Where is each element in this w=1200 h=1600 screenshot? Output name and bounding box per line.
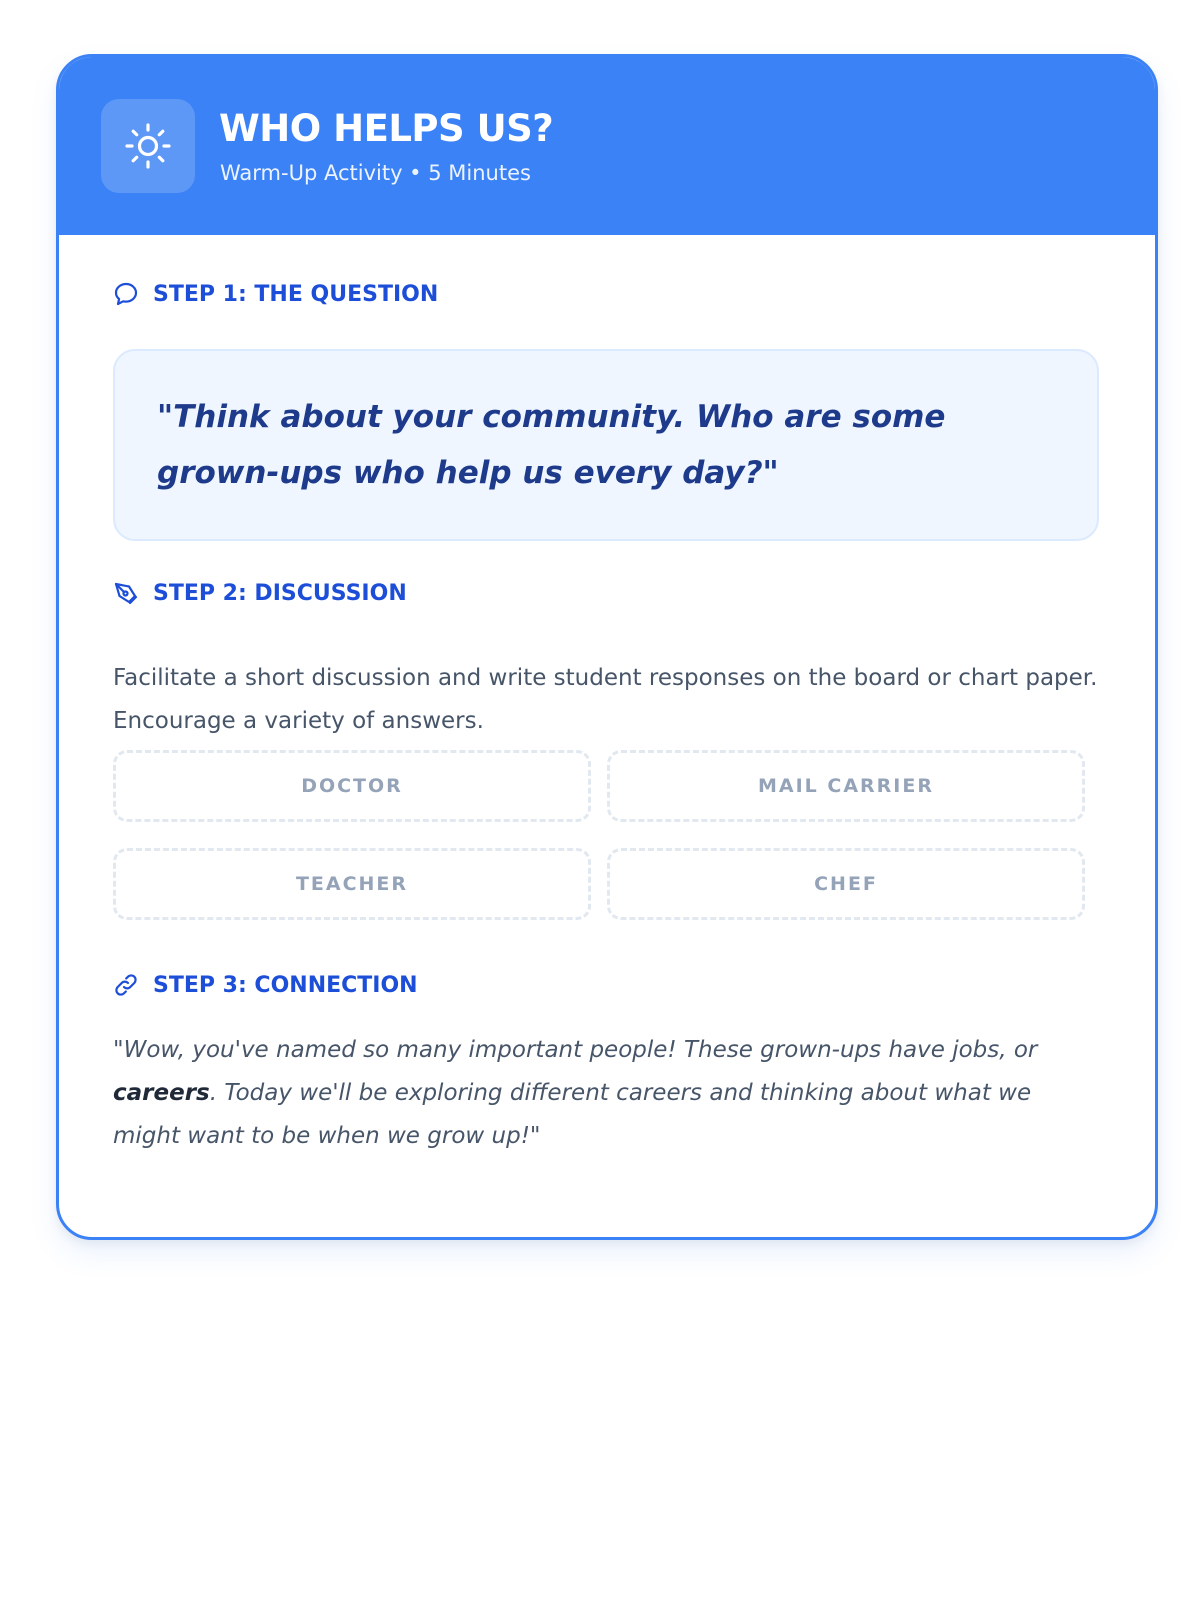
chat-bubble-icon: [113, 281, 139, 307]
step-2-heading-label: STEP 2: DISCUSSION: [153, 580, 407, 606]
sun-icon: [101, 99, 195, 193]
connection-text-end: . Today we'll be exploring different careers and thinking about what we might want to be when we grow up!": [113, 1080, 1032, 1149]
connection-text-start: "Wow, you've named so many important people! These grown-ups have jobs, or: [113, 1037, 1038, 1063]
question-quote-text: "Think about your community. Who are some grown-ups who help us every day?": [157, 399, 946, 491]
answer-chef: CHEF: [607, 848, 1085, 920]
discussion-instructions: Facilitate a short discussion and write student responses on the board or chart paper. Encourage a variety of answers.: [113, 665, 1098, 734]
connection-script: [113, 1029, 1103, 1158]
pen-icon: [113, 580, 139, 606]
answer-teacher: TEACHER: [113, 848, 591, 920]
warm-up-card: [56, 54, 1158, 1240]
link-icon: [113, 972, 139, 998]
step-2-heading: [113, 580, 407, 606]
answer-doctor: DOCTOR: [113, 750, 591, 822]
card-header: [59, 57, 1155, 235]
step-3-heading-label: STEP 3: CONNECTION: [153, 972, 418, 998]
page-subtitle: Warm-Up Activity • 5 Minutes: [220, 161, 531, 185]
answer-mail-carrier: MAIL CARRIER: [607, 750, 1085, 822]
question-quote: [113, 349, 1099, 541]
step-1-heading: [113, 281, 438, 307]
step-1-heading-label: STEP 1: THE QUESTION: [153, 281, 439, 307]
careers-keyword: careers: [113, 1080, 210, 1106]
page-title: WHO HELPS US?: [219, 107, 554, 150]
step-3-heading: [113, 972, 418, 998]
